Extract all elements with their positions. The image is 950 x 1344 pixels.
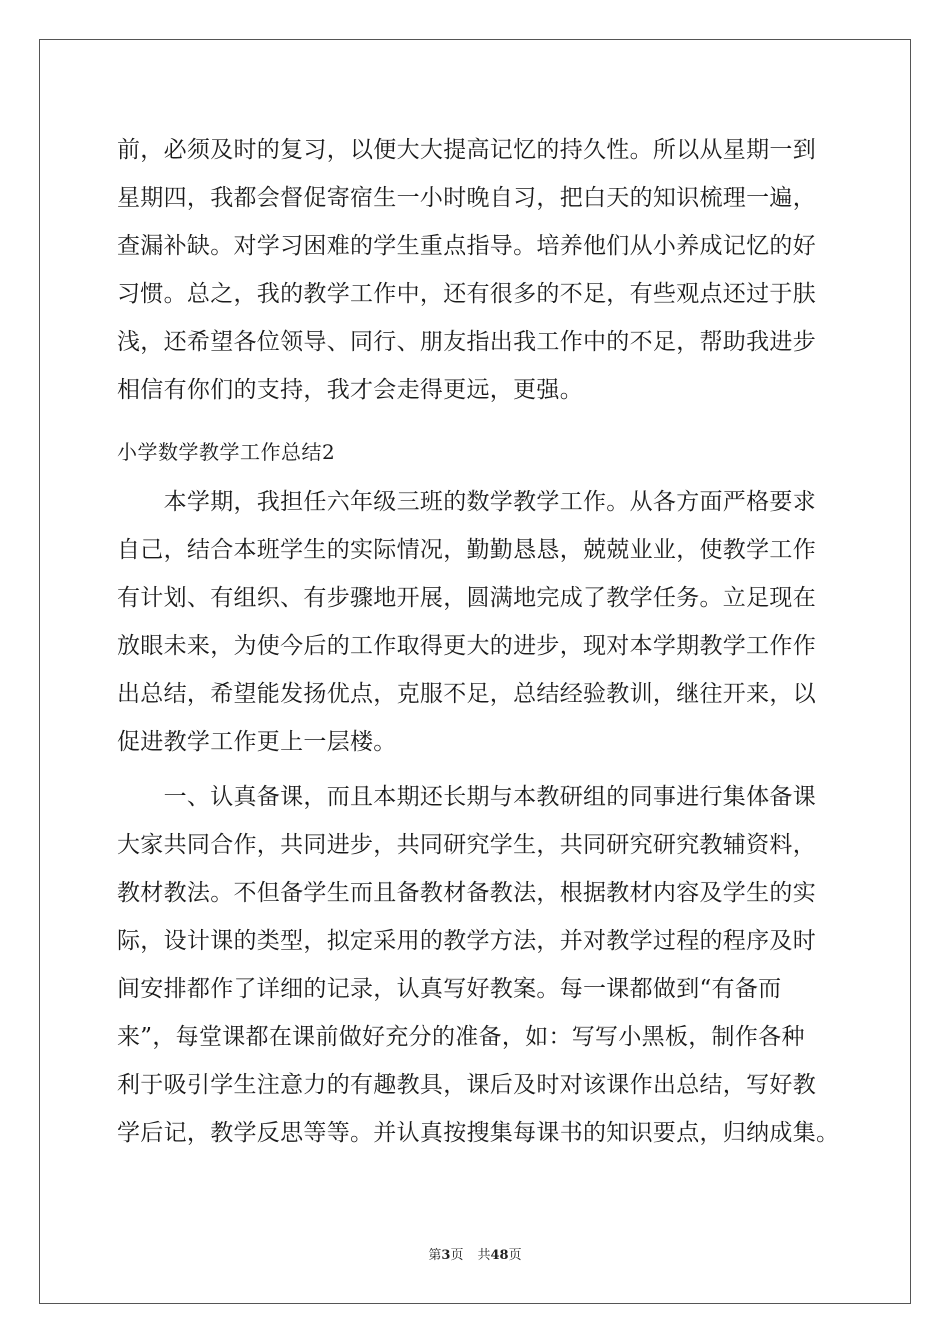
- paragraph-line: 前，必须及时的复习，以便大大提高记忆的持久性。所以从星期一到: [117, 137, 816, 163]
- paragraph-line: 一、认真备课，而且本期还长期与本教研组的同事进行集体备课: [117, 784, 816, 810]
- section-title: 小学数学教学工作总结2: [117, 440, 336, 464]
- paragraph-line: 相信有你们的支持，我才会走得更远，更强。: [117, 377, 583, 403]
- page-footer: [0, 1247, 950, 1265]
- page-frame: [39, 39, 911, 1304]
- paragraph-line: 浅，还希望各位领导、同行、朋友指出我工作中的不足，帮助我进步: [117, 329, 816, 355]
- page-prefix: 第: [428, 1248, 442, 1263]
- paragraph-line: 际，设计课的类型，拟定采用的教学方法，并对教学过程的程序及时: [117, 928, 816, 954]
- paragraph-line: 利于吸引学生注意力的有趣教具，课后及时对该课作出总结，写好教: [117, 1072, 816, 1098]
- paragraph-line: 有计划、有组织、有步骤地开展，圆满地完成了教学任务。立足现在: [117, 585, 816, 611]
- paragraph-line: 本学期，我担任六年级三班的数学教学工作。从各方面严格要求: [117, 489, 816, 515]
- total-suffix: 页: [508, 1248, 522, 1263]
- paragraph-line: 间安排都作了详细的记录，认真写好教案。每一课都做到“有备而: [117, 976, 782, 1002]
- paragraph-line: 促进教学工作更上一层楼。: [117, 729, 397, 755]
- page-current: 3: [441, 1248, 451, 1263]
- paragraph-line: 习惯。总之，我的教学工作中，还有很多的不足，有些观点还过于肤: [117, 281, 816, 307]
- total-prefix: 共: [477, 1248, 491, 1263]
- paragraph-line: 来”，每堂课都在课前做好充分的准备，如：写写小黑板，制作各种: [117, 1024, 805, 1050]
- page-total: 48: [490, 1248, 509, 1263]
- paragraph-line: 出总结，希望能发扬优点，克服不足，总结经验教训，继往开来，以: [117, 681, 816, 707]
- paragraph-line: 教材教法。不但备学生而且备教材备教法，根据教材内容及学生的实: [117, 880, 816, 906]
- paragraph-line: 查漏补缺。对学习困难的学生重点指导。培养他们从小养成记忆的好: [117, 233, 816, 259]
- paragraph-line: 放眼未来，为使今后的工作取得更大的进步，现对本学期教学工作作: [117, 633, 816, 659]
- paragraph-line: 学后记，教学反思等等。并认真按搜集每课书的知识要点，归纳成集。: [117, 1120, 840, 1146]
- paragraph-line: 星期四，我都会督促寄宿生一小时晚自习，把白天的知识梳理一遍，: [117, 185, 816, 211]
- paragraph-line: 自己，结合本班学生的实际情况，勤勤恳恳，兢兢业业，使教学工作: [117, 537, 816, 563]
- page-suffix: 页: [450, 1248, 464, 1263]
- paragraph-line: 大家共同合作，共同进步，共同研究学生，共同研究研究教辅资料，: [117, 832, 816, 858]
